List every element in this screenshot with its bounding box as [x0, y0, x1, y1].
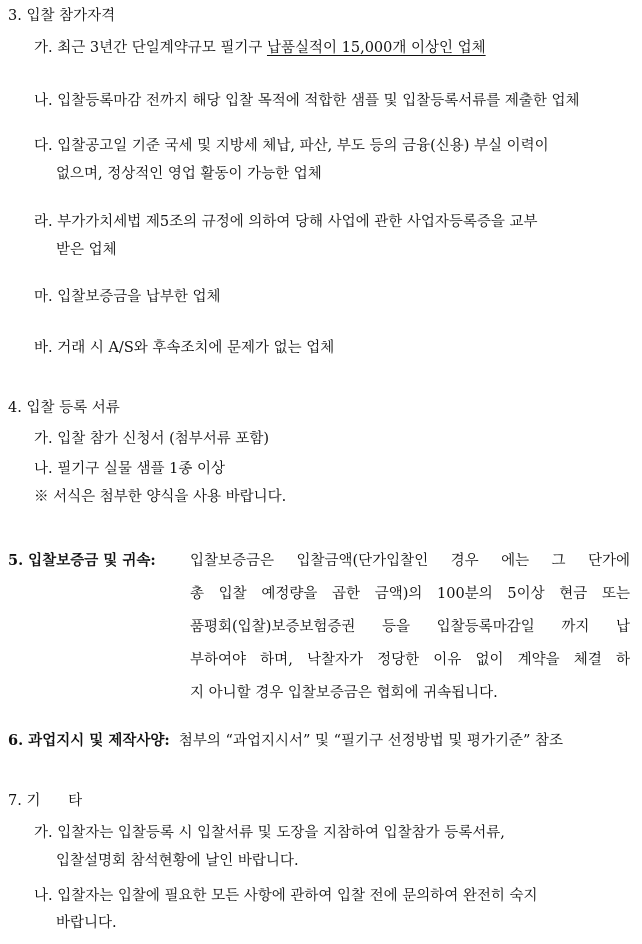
section-5-line-3: 품평회(입찰)보증보험증권 등을 입찰등록마감일 까지 납 [190, 619, 630, 635]
section-3-item-ga-text: 가. 최근 3년간 단일계약규모 필기구 [34, 40, 267, 56]
section-5-paragraph [190, 551, 630, 716]
section-7-item-ga-line2: 입찰설명회 참석현황에 날인 바랍니다. [56, 853, 299, 869]
section-5-line-5: 지 아니할 경우 입찰보증금은 협회에 귀속됩니다. [190, 685, 498, 701]
section-4-item-na: 나. 필기구 실물 샘플 1종 이상 [34, 461, 225, 477]
section-3-item-ga [34, 38, 486, 58]
section-7-item-na-line2: 바랍니다. [56, 915, 117, 931]
section-3-item-ra-line1: 라. 부가가치세법 제5조의 규정에 의하여 당해 사업에 관한 사업자등록증을 교부 [34, 214, 538, 230]
section-3-item-da-line2: 없으며, 정상적인 영업 활동이 가능한 업체 [56, 166, 322, 182]
section-5-line-1: 입찰보증금은 입찰금액(단가입찰인 경우 에는 그 단가에 [190, 553, 630, 569]
section-4-item-ga: 가. 입찰 참가 신청서 (첨부서류 포함) [34, 431, 270, 447]
section-7-item-ga-line1: 가. 입찰자는 입찰등록 시 입찰서류 및 도장을 지참하여 입찰참가 등록서류, [34, 825, 505, 841]
section-4-note: ※ 서식은 첨부한 양식을 사용 바랍니다. [34, 489, 287, 505]
section-3-item-ma: 마. 입찰보증금을 납부한 업체 [34, 289, 221, 305]
section-7-heading: 7. 기 타 [8, 793, 83, 809]
section-6 [8, 731, 563, 751]
section-6-heading: 6. 과업지시 및 제작사양: [8, 732, 170, 749]
section-3-item-ra-line2: 받은 업체 [56, 242, 117, 258]
section-6-text: 첨부의 “과업지시서” 및 “필기구 선정방법 및 평가기준” 참조 [178, 733, 563, 749]
section-3-heading: 3. 입찰 참가자격 [8, 8, 116, 24]
section-5-line-4: 부하여야 하며, 낙찰자가 정당한 이유 없이 계약을 체결 하 [190, 652, 630, 668]
section-5-heading: 5. 입찰보증금 및 귀속: [8, 552, 156, 569]
section-4-heading: 4. 입찰 등록 서류 [8, 400, 120, 416]
section-3-item-ba: 바. 거래 시 A/S와 후속조치에 문제가 없는 업체 [34, 340, 335, 356]
section-3-item-ga-underlined: 납품실적이 15,000개 이상인 업체 [266, 40, 486, 56]
section-3-item-da-line1: 다. 입찰공고일 기준 국세 및 지방세 체납, 파산, 부도 등의 금융(신용) 부실 이력이 [34, 138, 549, 154]
section-7-item-na-line1: 나. 입찰자는 입찰에 필요한 모든 사항에 관하여 입찰 전에 문의하여 완전히 숙지 [34, 888, 538, 904]
section-5-line-2: 총 입찰 예정량을 곱한 금액)의 100분의 5이상 현금 또는 [190, 586, 630, 602]
section-3-item-na: 나. 입찰등록마감 전까지 해당 입찰 목적에 적합한 샘플 및 입찰등록서류를 제출한 업체 [34, 93, 580, 109]
